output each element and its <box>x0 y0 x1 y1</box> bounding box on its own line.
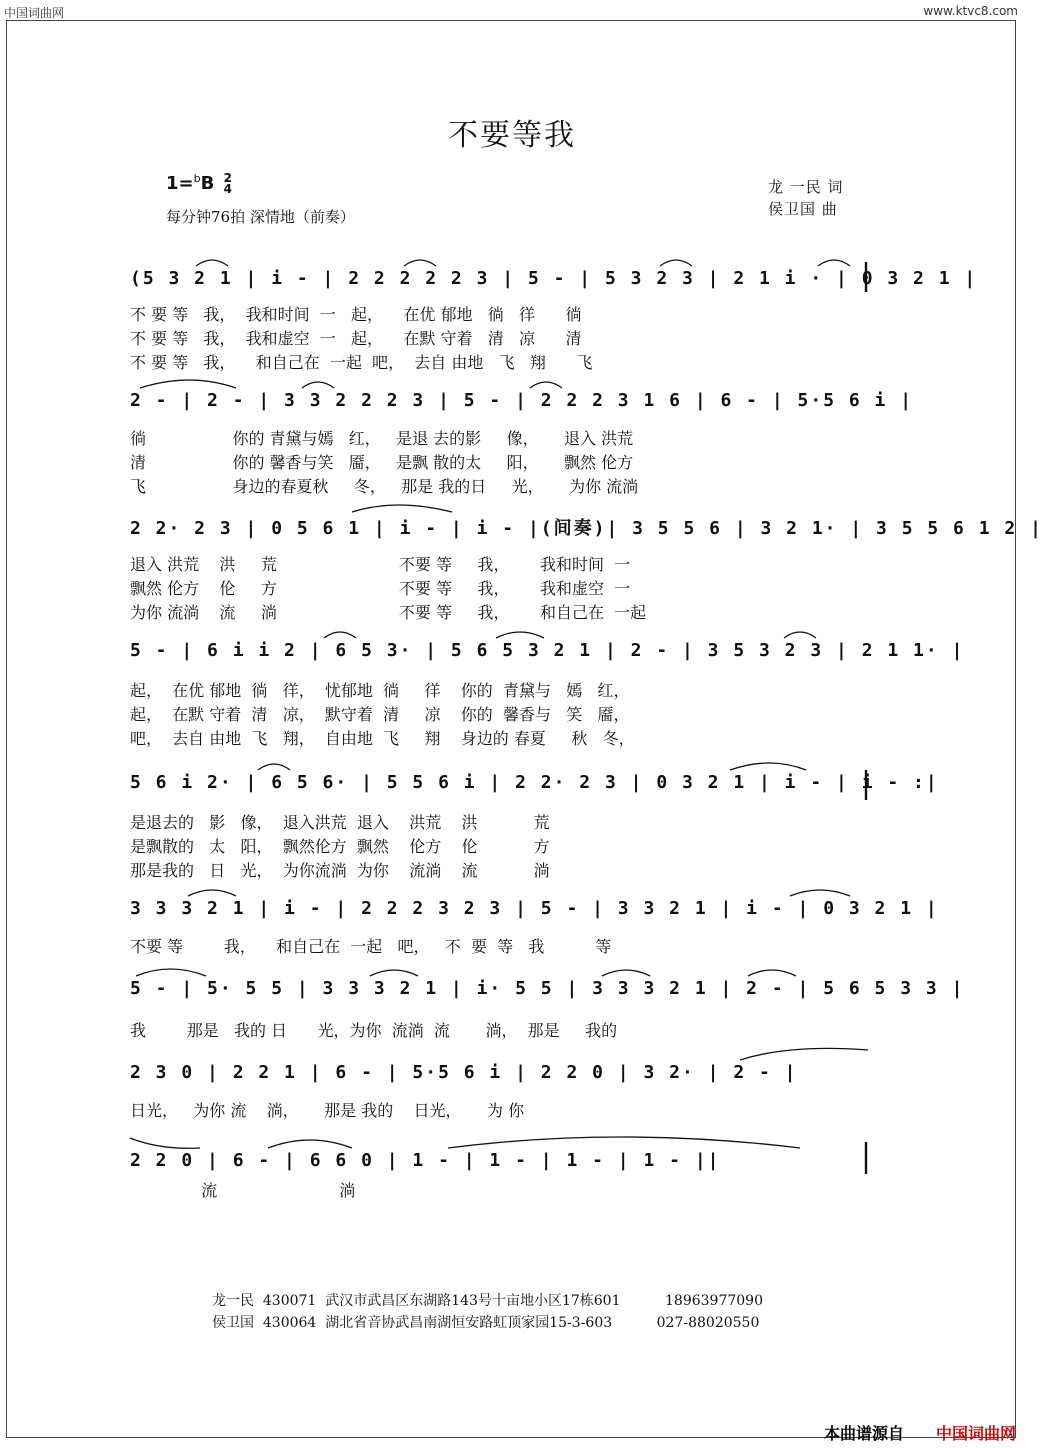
lyric-line: 退入 洪荒 洪 荒 不要 等 我， 我和时间 一 <box>130 555 631 574</box>
notation-line: 5 - | 5· 5 5 | 3 3 3 2 1 | i· 5 5 | 3 3 3 2 1 | 2 - | 5 6 5 3 3 | <box>130 978 965 999</box>
notation-line: 2 3 0 | 2 2 1 | 6 - | 5·5 6 i | 2 2 0 | 3 2· | 2 - | <box>130 1062 798 1083</box>
lyric-line: 流 淌 <box>130 1181 356 1200</box>
lyric-line: 不 要 等 我， 我和时间 一 起， 在优 郁地 徜 徉 徜 <box>130 305 582 324</box>
key-prefix: 1= <box>166 173 194 194</box>
lyric-line: 不 要 等 我， 和自己在 一起 吧， 去自 由地 飞 翔 飞 <box>130 353 593 372</box>
key-flat: b <box>193 172 201 185</box>
lyric-line: 不 要 等 我， 我和虚空 一 起， 在默 守着 清 凉 清 <box>130 329 582 348</box>
lyric-line: 为你 流淌 流 淌 不要 等 我， 和自己在 一起 <box>130 603 647 622</box>
lyric-line: 起， 在默 守着 清 凉， 默守着 清 凉 你的 馨香与 笑 靥， <box>130 705 630 724</box>
notation-line: 2 2 0 | 6 - | 6 6 0 | 1 - | 1 - | 1 - | 1 - || <box>130 1150 721 1171</box>
notation-line: 5 6 i 2· | 6 5 6· | 5 5 6 i | 2 2· 2 3 | 0 3 2 1 | i - | i - :| <box>130 772 939 793</box>
lyric-line: 徜 你的 青黛与嫣 红， 是退 去的影 像， 退入 洪荒 <box>130 429 634 448</box>
lyric-line: 起， 在优 郁地 徜 徉， 忧郁地 徜 徉 你的 青黛与 嫣 红， <box>130 681 630 700</box>
time-top: 2 <box>223 171 232 185</box>
lyric-line: 飞 身边的春夏秋 冬， 那是 我的日 光， 为你 流淌 <box>130 477 639 496</box>
site-watermark-right: www.ktvc8.com <box>923 4 1018 18</box>
time-signature <box>224 173 232 195</box>
footer-brand[interactable]: 中国词曲网 <box>935 1424 1016 1443</box>
song-title: 不要等我 <box>448 118 576 153</box>
lyric-line: 清 你的 馨香与笑 靥， 是飘 散的太 阳， 飘然 伦方 <box>130 453 634 472</box>
notation-line: 5 - | 6 i i 2 | 6 5 3· | 5 6 5 3 2 1 | 2 - | 3 5 3 2 3 | 2 1 1· | <box>130 640 965 661</box>
footer-source-label: 本曲谱源自 <box>823 1424 904 1443</box>
contact-line: 侯卫国 430064 湖北省音协武昌南湖恒安路虹顶家园15-3-603 027-88020550 <box>212 1315 760 1331</box>
lyric-line: 吧， 去自 由地 飞 翔， 自由地 飞 翔 身边的 春夏 秋 冬， <box>130 729 635 748</box>
key-signature <box>166 172 232 195</box>
lyric-line: 不要 等 我， 和自己在 一起 吧， 不 要 等 我 等 <box>130 937 612 956</box>
notation-line: 3 3 3 2 1 | i - | 2 2 2 3 2 3 | 5 - | 3 3 2 1 | i - | 0 3 2 1 | <box>130 898 939 919</box>
lyric-line: 飘然 伦方 伦 方 不要 等 我， 我和虚空 一 <box>130 579 631 598</box>
lyric-line: 是飘散的 太 阳， 飘然伦方 飘然 伦方 伦 方 <box>130 837 550 856</box>
site-watermark-left: 中国词曲网 <box>4 6 65 20</box>
notation-line: 2 2· 2 3 | 0 5 6 1 | i - | i - |(间奏)| 3 5 5 6 | 3 2 1· | 3 5 5 6 1 2 | <box>130 518 1043 539</box>
lyricist-credit: 龙 一民 词 <box>768 178 844 196</box>
tempo-marking: 每分钟76拍 深情地（前奏） <box>166 208 355 226</box>
lyric-line: 我 那是 我的 日 光，为你 流淌 流 淌， 那是 我的 <box>130 1021 618 1040</box>
lyric-line: 是退去的 影 像， 退入洪荒 退入 洪荒 洪 荒 <box>130 813 550 832</box>
key-note: B <box>200 173 215 194</box>
notation-line: 2 - | 2 - | 3 3 2 2 2 3 | 5 - | 2 2 2 3 1 6 | 6 - | 5·5 6 i | <box>130 390 914 411</box>
time-bottom: 4 <box>223 182 232 196</box>
composer-credit: 侯卫国 曲 <box>768 200 838 218</box>
lyric-line: 那是我的 日 光， 为你流淌 为你 流淌 流 淌 <box>130 861 550 880</box>
contact-line: 龙一民 430071 武汉市武昌区东湖路143号十亩地小区17栋601 18963977090 <box>212 1293 763 1309</box>
lyric-line: 日光， 为你 流 淌， 那是 我的 日光， 为 你 <box>130 1101 525 1120</box>
notation-line: (5 3 2 1 | i - | 2 2 2 2 2 3 | 5 - | 5 3 2 3 | 2 1 i · | 0 3 2 1 | <box>130 268 978 289</box>
